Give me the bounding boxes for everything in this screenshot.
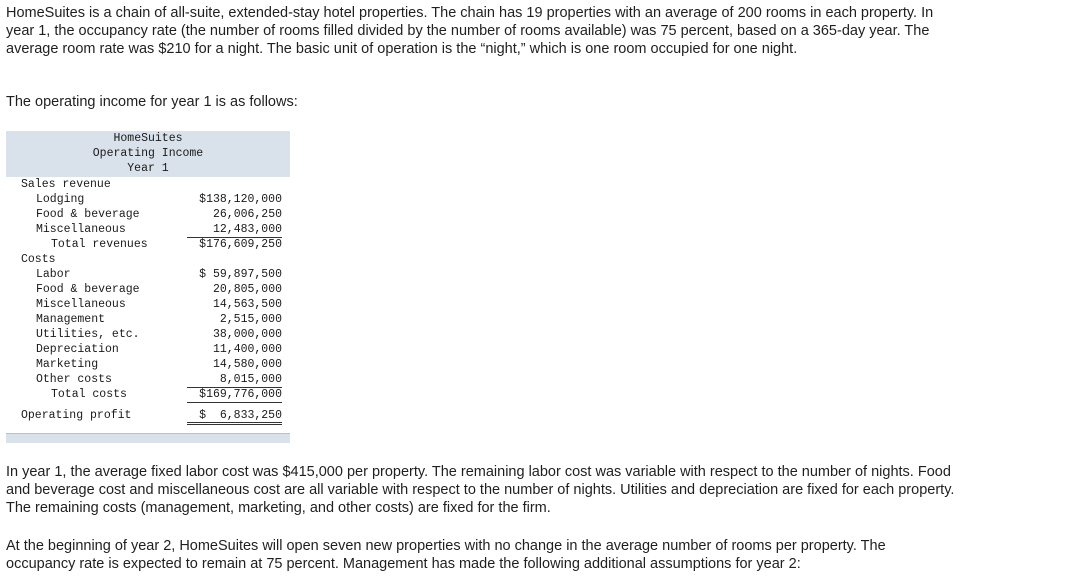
row-label: Miscellaneous — [36, 298, 126, 311]
row-amount: 38,000,000 — [212, 328, 282, 341]
table-row — [6, 372, 290, 387]
row-amount: 2,515,000 — [219, 313, 282, 326]
costs-heading-row — [6, 252, 290, 267]
costs-heading: Costs — [21, 253, 56, 266]
row-label: Food & beverage — [36, 283, 140, 296]
total-costs-label: Total costs — [51, 388, 127, 401]
statement-footer-bar — [6, 433, 290, 443]
row-label: Marketing — [36, 358, 99, 371]
operating-profit-label: Operating profit — [21, 409, 132, 422]
sales-heading-row — [6, 177, 290, 192]
row-label: Food & beverage — [36, 208, 140, 221]
income-statement — [6, 131, 290, 443]
sales-heading: Sales revenue — [21, 178, 111, 191]
row-amount: 14,563,500 — [212, 298, 282, 311]
statement-title: Operating Income — [92, 147, 204, 160]
row-label: Other costs — [36, 373, 112, 386]
operating-profit-amount: $ 6,833,250 — [199, 409, 282, 422]
row-label: Utilities, etc. — [36, 328, 140, 341]
row-label: Depreciation — [36, 343, 119, 356]
row-amount: 8,015,000 — [219, 373, 282, 386]
year2-paragraph: At the beginning of year 2, HomeSuites will open seven new properties with no change in the average number of rooms per property. The occupancy rate is expected to remain at 75 percent. Management has made the following additional assumptions for year 2: — [6, 538, 886, 572]
total-costs-amount: $169,776,000 — [199, 388, 282, 401]
row-amount: 11,400,000 — [212, 343, 282, 356]
total-revenues-label: Total revenues — [51, 238, 148, 251]
row-amount: 12,483,000 — [212, 223, 282, 236]
statement-period: Year 1 — [127, 162, 169, 175]
total-revenues-row — [6, 237, 290, 252]
table-row — [6, 222, 290, 237]
table-row — [6, 297, 290, 312]
total-revenues-amount: $176,609,250 — [199, 238, 282, 251]
statement-header — [6, 131, 290, 177]
row-label: Miscellaneous — [36, 223, 126, 236]
table-row — [6, 327, 290, 342]
assumptions-paragraph: In year 1, the average fixed labor cost was $415,000 per property. The remaining labor cost was variable with respect to the number of nights. Food and beverage cost and miscellaneous cost are all variable with respect to the number of nights. Utilities and depreciation are fixed for each property. The remaining costs (management, marketing, and other costs) are fixed for the firm. — [6, 464, 955, 516]
table-row — [6, 312, 290, 327]
row-label: Labor — [36, 268, 71, 281]
row-label: Lodging — [36, 193, 85, 206]
total-costs-row — [6, 387, 290, 402]
row-amount: 20,805,000 — [212, 283, 282, 296]
table-row — [6, 267, 290, 282]
intro-lead-in: The operating income for year 1 is as follows: — [6, 94, 298, 110]
row-label: Management — [36, 313, 106, 326]
operating-profit-row — [6, 408, 290, 423]
table-row — [6, 207, 290, 222]
row-amount: $138,120,000 — [199, 193, 282, 206]
table-row — [6, 192, 290, 207]
table-row — [6, 342, 290, 357]
intro-paragraph: HomeSuites is a chain of all-suite, extended-stay hotel properties. The chain has 19 properties with an average of 200 rooms in each property. In year 1, the occupancy rate (the number of rooms filled divided by the number of rooms available) was 75 percent, based on a 365-day year. The average room rate was $210 for a night. The basic unit of operation is the “night,” which is one room occupied for one night. — [6, 5, 934, 57]
row-amount: 14,580,000 — [212, 358, 282, 371]
table-row — [6, 357, 290, 372]
row-amount: 26,006,250 — [212, 208, 282, 221]
row-amount: $ 59,897,500 — [199, 268, 282, 281]
table-row — [6, 282, 290, 297]
company-name: HomeSuites — [113, 132, 183, 145]
